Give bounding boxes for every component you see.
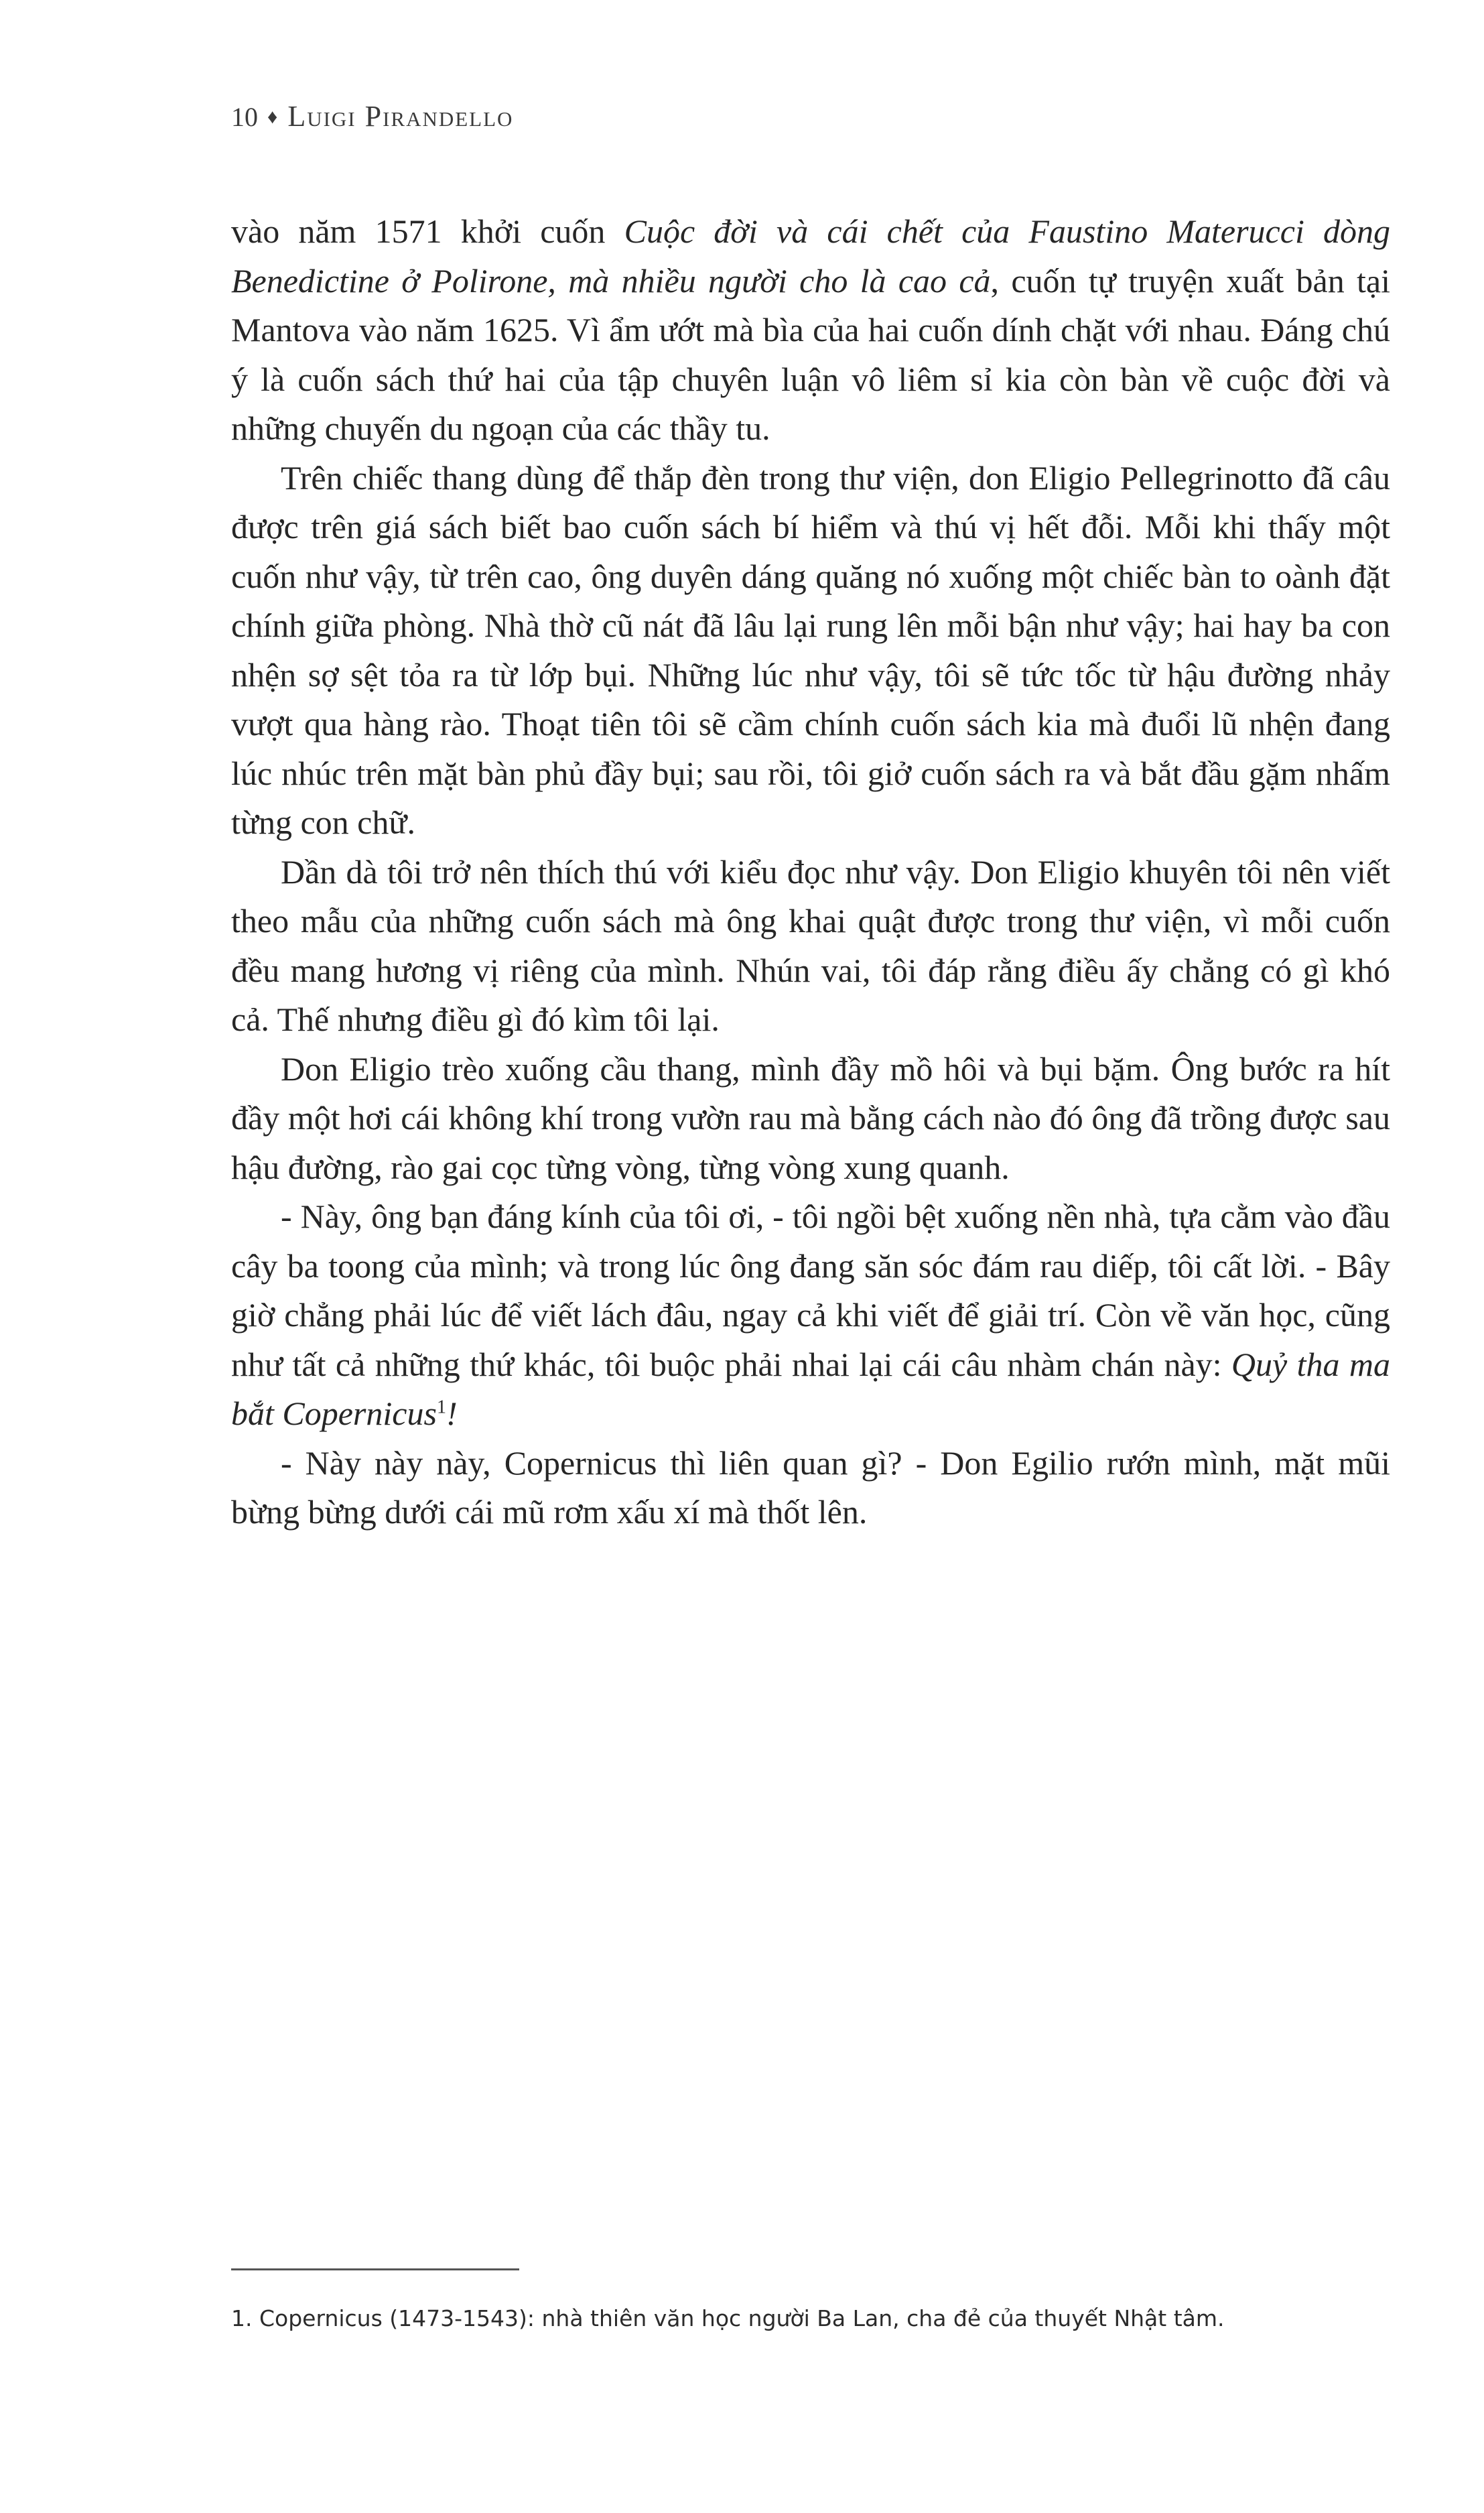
paragraph (231, 207, 1390, 454)
paragraph (231, 1192, 1390, 1439)
paragraph (231, 454, 1390, 848)
paragraph (231, 1439, 1390, 1537)
footnote-reference: 1 (436, 1397, 446, 1418)
footnote-area (231, 2268, 1390, 2335)
page-content (231, 0, 1390, 1537)
text-run: Dần dà tôi trở nên thích thú với kiểu đọc như vậy. Don Eligio khuyên tôi nên viết theo mẫu của những cuốn sách mà ông khai quật được trong thư viện, vì mỗi cuốn đều mang hương vị riêng của mình. Nhún vai, tôi đáp rằng điều ấy chẳng có gì khó cả. Thế nhưng điều gì đó kìm tôi lại. (231, 852, 1390, 1038)
footnote-text: 1. Copernicus (1473-1543): nhà thiên văn học người Ba Lan, cha đẻ của thuyết Nhật tâm. (231, 2305, 1225, 2331)
text-run: , cuốn tự truyện xuất bản tại Mantova vào năm 1625. Vì ẩm ướt mà bìa của hai cuốn dính chặt với nhau. Đáng chú ý là cuốn sách thứ hai của tập chuyên luận vô liêm sỉ kia còn bàn về cuộc đời và những chuyến du ngoạn của các thầy tu. (231, 261, 1390, 447)
text-run: Don Eligio trèo xuống cầu thang, mình đầy mồ hôi và bụi bặm. Ông bước ra hít đầy một hơi cái không khí trong vườn rau mà bằng cách nào đó ông đã trồng được sau hậu đường, rào gai cọc từng vòng, từng vòng xung quanh. (231, 1049, 1390, 1186)
text-run: - Này, ông bạn đáng kính của tôi ơi, - tôi ngồi bệt xuống nền nhà, tựa cằm vào đầu cây ba toong của mình; và trong lúc ông đang săn sóc đám rau diếp, tôi cất lời. - Bây giờ chẳng phải lúc để viết lách đâu, ngay cả khi viết để giải trí. Còn về văn học, cũng như tất cả những thứ khác, tôi buộc phải nhai lại cái câu nhàm chán này: (231, 1198, 1390, 1383)
diamond-separator-icon: ♦ (267, 106, 279, 128)
text-run: Trên chiếc thang dùng để thắp đèn trong thư viện, don Eligio Pellegrinotto đã câu được trên giá sách biết bao cuốn sách bí hiểm và thú vị hết đỗi. Mỗi khi thấy một cuốn như vậy, từ trên cao, ông duyên dáng quăng nó xuống một chiếc bàn to oành đặt chính giữa phòng. Nhà thờ cũ nát đã lâu lại rung lên mỗi bận như vậy; hai hay ba con nhện sợ sệt tỏa ra từ lớp bụi. Những lúc như vậy, tôi sẽ tức tốc từ hậu đường nhảy vượt qua hàng rào. Thoạt tiên tôi sẽ cầm chính cuốn sách kia mà đuổi lũ nhện đang lúc nhúc trên mặt bàn phủ đầy bụi; sau rồi, tôi giở cuốn sách ra và bắt đầu gặm nhấm từng con chữ. (231, 458, 1390, 841)
italic-run: Quỷ tha ma bắt Copernicus (231, 1345, 1390, 1432)
paragraph (231, 1045, 1390, 1193)
footnote-rule (231, 2268, 519, 2270)
italic-run: ! (446, 1395, 458, 1432)
text-run: vào năm 1571 khởi cuốn (231, 212, 624, 250)
text-run: - Này này này, Copernicus thì liên quan gì? - Don Egilio rướn mình, mặt mũi bừng bừng dưới cái mũ rơm xấu xí mà thốt lên. (231, 1443, 1390, 1531)
running-head-author: Luigi Pirandello (287, 100, 514, 133)
italic-run: Cuộc đời và cái chết của Faustino Materucci dòng Benedictine ở Polirone, mà nhiều người cho là cao cả (231, 212, 1390, 300)
page-folio-number: 10 (231, 102, 258, 132)
running-head (231, 99, 1390, 133)
body-text (231, 207, 1390, 1537)
paragraph (231, 848, 1390, 1045)
